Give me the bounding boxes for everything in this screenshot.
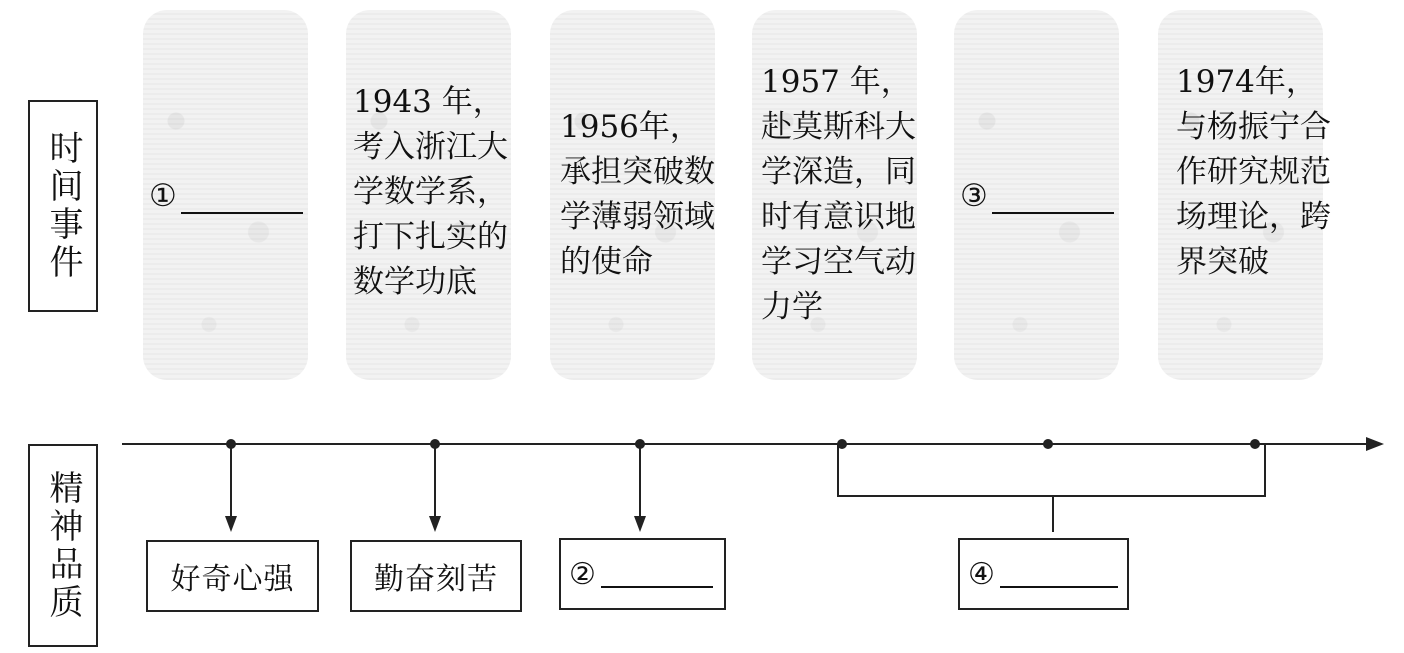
event-text-6: 1974年，与杨振宁合作研究规范场理论，跨界突破 xyxy=(1176,64,1331,280)
event-text-2: 1943 年，考入浙江大学数学系，打下扎实的数学功底 xyxy=(353,84,508,300)
event-marker-5: ③ xyxy=(960,178,988,214)
timeline-dot-1 xyxy=(226,439,236,449)
timeline-dot-5 xyxy=(1043,439,1053,449)
timeline-dot-2 xyxy=(430,439,440,449)
event-marker-1: ① xyxy=(149,178,177,214)
bracket xyxy=(838,444,1265,496)
event-text-4: 1957 年，赴莫斯科大学深造，同时有意识地学习空气动力学 xyxy=(761,64,916,325)
quality-marker-4: ④ xyxy=(968,556,996,592)
quality-box-3 xyxy=(559,538,726,610)
quality-text-1: 好奇心强 xyxy=(170,562,295,597)
timeline-dot-6 xyxy=(1250,439,1260,449)
quality-blank-line-3 xyxy=(601,560,713,588)
timeline-events-label-text: 时间事件 xyxy=(43,130,83,282)
quality-box-4 xyxy=(958,538,1129,610)
quality-box-2 xyxy=(350,540,522,612)
quality-text-2: 勤奋刻苦 xyxy=(374,562,498,597)
timeline-dot-3 xyxy=(635,439,645,449)
quality-box-1 xyxy=(146,540,319,612)
arrowhead-1 xyxy=(225,516,237,532)
spirit-qualities-label-text: 精神品质 xyxy=(43,469,83,622)
quality-marker-3: ② xyxy=(569,556,597,592)
arrowhead-3 xyxy=(634,516,646,532)
quality-blank-line-4 xyxy=(1000,560,1118,588)
arrowhead-2 xyxy=(429,516,441,532)
timeline-arrowhead xyxy=(1366,437,1384,451)
timeline-dot-4 xyxy=(837,439,847,449)
event-text-3: 1956年，承担突破数学薄弱领域的使命 xyxy=(560,109,715,280)
